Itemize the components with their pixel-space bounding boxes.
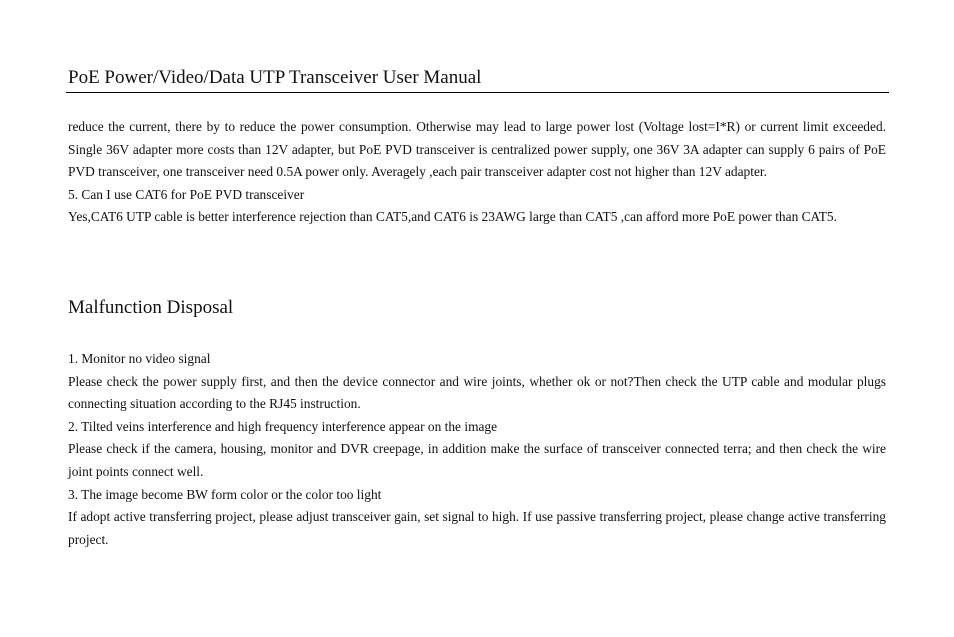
section-heading-malfunction: Malfunction Disposal bbox=[68, 297, 234, 318]
faq-answer-cat6: Yes,CAT6 UTP cable is better interference rejection than CAT5,and CAT6 is 23AWG large than CAT5 ,can afford more PoE power than CAT5. bbox=[68, 209, 837, 225]
malfunction-question-3: 3. The image become BW form color or the color too light bbox=[68, 486, 382, 502]
header-divider bbox=[66, 92, 889, 93]
malfunction-section bbox=[68, 348, 886, 551]
malfunction-question-1: 1. Monitor no video signal bbox=[68, 351, 211, 366]
faq-question-cat6: 5. Can I use CAT6 for PoE PVD transceiver bbox=[68, 186, 305, 202]
faq-section bbox=[68, 116, 886, 229]
malfunction-question-2: 2. Tilted veins interference and high frequency interference appear on the image bbox=[68, 418, 498, 434]
malfunction-answer-3: If adopt active transferring project, please adjust transceiver gain, set signal to high. If use passive transferring project, please change active transferring project. bbox=[68, 509, 886, 547]
malfunction-answer-2: Please check if the camera, housing, monitor and DVR creepage, in addition make the surface of transceiver connected terra; and then check the wire joint points connect well. bbox=[68, 441, 886, 479]
faq-paragraph-power: reduce the current, there by to reduce the power consumption. Otherwise may lead to large power lost (Voltage lost=I*R) or current limit exceeded. Single 36V adapter more costs than 12V adapter, but PoE PVD transceiver is centralized power supply, one 36V 3A adapter can supply 6 pairs of PoE PVD transceiver, one transceiver need 0.5A power only. Averagely ,each pair transceiver adapter cost not higher than 12V adapter. bbox=[68, 119, 886, 180]
header-title: PoE Power/Video/Data UTP Transceiver User Manual bbox=[68, 67, 482, 88]
malfunction-answer-1: Please check the power supply first, and then the device connector and wire joints, whether ok or not?Then check the UTP cable and modular plugs connecting situation according to the RJ45 instruction. bbox=[68, 373, 886, 412]
